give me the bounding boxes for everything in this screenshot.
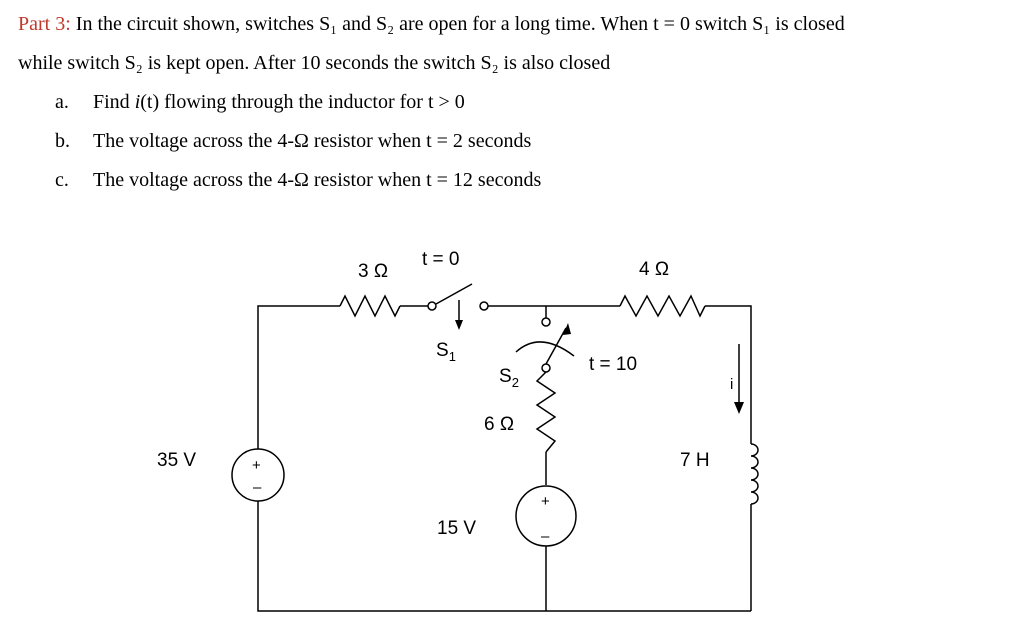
inductor-label: 7 H — [680, 450, 710, 471]
switch-s2-bottom-contact — [542, 364, 550, 372]
question-c-letter: c. — [55, 169, 69, 191]
switch-s1-arrow-head — [455, 320, 463, 330]
voltage-source-15v-label: 15 V — [437, 518, 477, 539]
source-35v-plus: + — [252, 457, 261, 474]
question-a-post: (t) flowing through the inductor for t > 0 — [140, 91, 465, 113]
resistor-4-ohm — [620, 296, 705, 316]
question-a-letter: a. — [55, 91, 69, 113]
resistor-3-ohm-label: 3 Ω — [358, 261, 389, 282]
switch-s2-arc — [516, 342, 574, 356]
switch-s2-top-contact — [542, 318, 550, 326]
source-35v-minus: – — [253, 479, 262, 496]
switch-s2-arrow-head — [563, 323, 571, 335]
resistor-3-ohm — [340, 296, 400, 316]
inductor-7h — [751, 444, 758, 504]
resistor-4-ohm-label: 4 Ω — [639, 259, 670, 280]
part-label: Part 3: — [18, 13, 71, 35]
question-a-pre: Find — [93, 91, 135, 113]
switch-s2-letter: S — [499, 366, 512, 387]
switch-s2-time-label: t = 10 — [589, 354, 638, 375]
resistor-6-ohm — [537, 372, 555, 452]
switch-s1-contact — [480, 302, 488, 310]
question-c-text: The voltage across the 4-Ω resistor when t = 12 seconds — [93, 169, 542, 191]
resistor-6-ohm-label: 6 Ω — [484, 414, 515, 435]
problem-line-1-text: In the circuit shown, switches S₁ and S₂ are open for a long time. When t = 0 switch S₁ is closed — [75, 13, 845, 35]
switch-s2-label — [499, 366, 519, 390]
problem-line-2: while switch S₂ is kept open. After 10 seconds the switch S₂ is also closed — [18, 52, 611, 74]
switch-s2-subscript: 2 — [511, 375, 519, 390]
wire-left-top — [258, 306, 340, 449]
wire-right-top — [705, 306, 751, 444]
current-arrow-head — [734, 402, 744, 414]
switch-s1-blade — [436, 284, 472, 304]
wire-left-bottom — [258, 501, 751, 611]
switch-s1-pivot — [428, 302, 436, 310]
voltage-source-35v-label: 35 V — [157, 450, 197, 471]
source-15v-plus: + — [541, 493, 550, 510]
question-b-text: The voltage across the 4-Ω resistor when t = 2 seconds — [93, 130, 532, 152]
switch-s1-label — [436, 340, 456, 364]
question-a-italic: i — [134, 91, 141, 113]
switch-s1-letter: S — [436, 340, 449, 361]
switch-s1-time-label: t = 0 — [422, 249, 460, 270]
switch-s1-subscript: 1 — [448, 349, 456, 364]
question-b-letter: b. — [55, 130, 70, 152]
source-15v-minus: – — [541, 528, 550, 545]
current-label: i — [730, 376, 734, 393]
